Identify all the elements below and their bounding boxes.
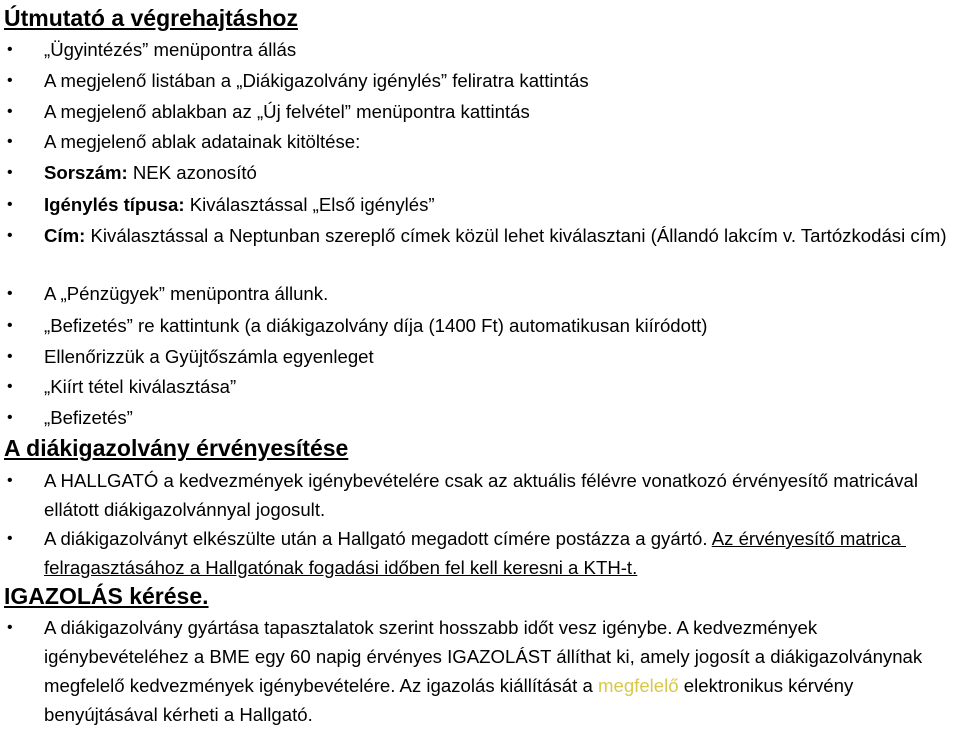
bullet: •: [7, 227, 13, 244]
field-label-cim: Cím:: [44, 225, 86, 246]
field-label-igenyles-tipusa: Igénylés típusa:: [44, 194, 185, 215]
bullet: •: [7, 164, 13, 181]
bullet: •: [7, 409, 13, 426]
bullet: •: [7, 41, 13, 58]
bullet: •: [7, 378, 13, 395]
bullet: •: [7, 133, 13, 150]
highlighted-word: megfelelő: [598, 675, 679, 696]
heading-instructions: Útmutató a végrehajtáshoz: [4, 5, 298, 31]
underlined-note: Az érvényesítő matrica felragasztásához a Hallgatónak fogadási időben fel kell keresni a KTH-t.: [44, 528, 906, 578]
bullet: •: [7, 472, 13, 489]
document-page: Útmutató a végrehajtáshoz • „Ügyintézés” menüpontra állás • A megjelenő listában a „Diákigazolvány igénylés” feliratra kattintás • A megjelenő ablakban az „Új felvétel” menüpontra kattintás • A megjelenő ablak adatainak kitöltése: • Sorszám: NEK azonosító • Igénylés típusa: Kiválasztással „Első igénylés” • Cím: Kiválasztással a Neptunban szereplő címek közül lehet kiválasztani (Állandó lakcím v. Tartózkodási cím) • A „Pénzügyek” menüpontra állunk. • „Befizetés” re kattintunk (a diákigazolvány díja (1400 Ft) automatikusan kiíródott) • Ellenőrizzük a Gyüjtőszámla egyenleget • „Kiírt tétel kiválasztása” • „Befizetés” A diákigazolvány érvényesítése • A HALLGATÓ a kedvezmények igénybevételére csak az aktuális félévre vonatkozó érvényesítő matricával ellátott diákigazolvánnyal jogosult. • A diákigazolványt elkészülte után a Hallgató megadott címére postázza a gyártó. Az érvényesítő matrica felragasztásához a Hallgatónak fogadási időben fel kell keresni a KTH-t. IGAZOLÁS kérése. • A diákigazolvány gyártása tapasztalatok szerint hosszabb időt vesz igénybe. A kedvezmények igénybevételéhez a BME egy 60 napig érvényes IGAZOLÁST állíthat ki, amely jogosít a diákigazolványnak megfelelő kedvezmények igénybevételére. Az igazolás kiállítását a megfelelő elektronikus kérvény benyújtásával kérheti a Hallgató.: [4, 5, 947, 725]
bullet: •: [7, 619, 13, 636]
heading-validation: A diákigazolvány érvényesítése: [4, 435, 349, 461]
bullet: •: [7, 530, 13, 547]
bullet: •: [7, 103, 13, 120]
bullet: •: [7, 348, 13, 365]
bullet: •: [7, 196, 13, 213]
bullet: •: [7, 285, 13, 302]
field-label-sorszam: Sorszám:: [44, 162, 128, 183]
heading-certificate: IGAZOLÁS kérése.: [4, 583, 209, 609]
bullet: •: [7, 317, 13, 334]
bullet: •: [7, 72, 13, 89]
